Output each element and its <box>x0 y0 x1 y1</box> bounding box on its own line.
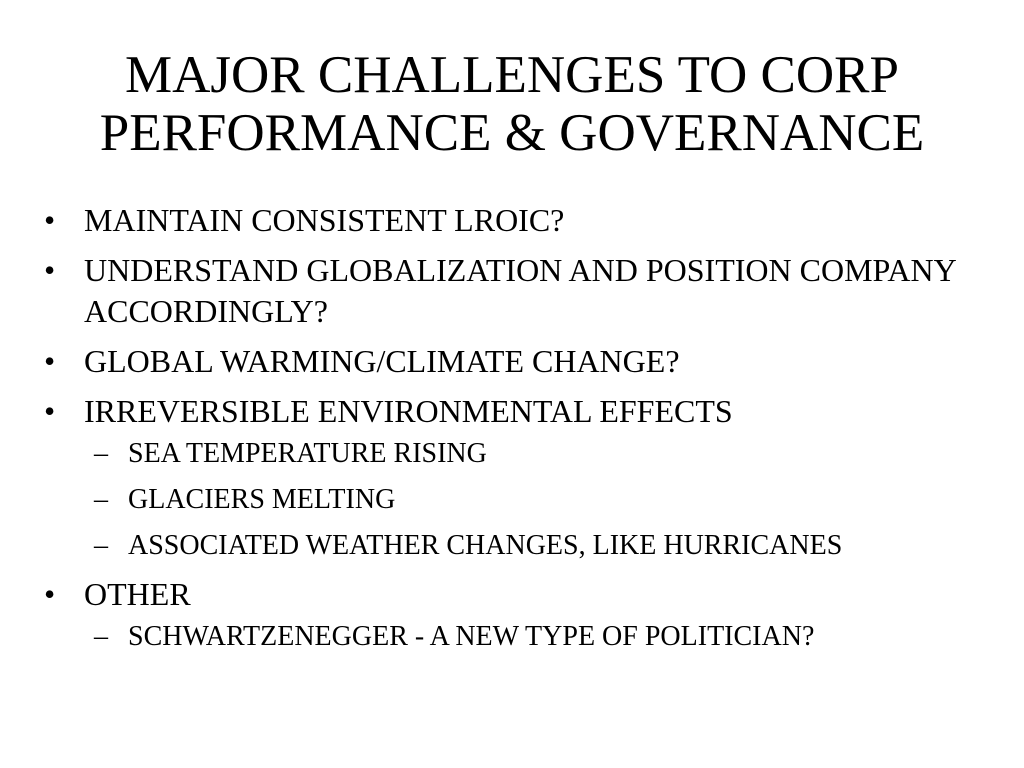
dash-icon: – <box>94 530 108 561</box>
sub-bullet-list <box>84 436 994 564</box>
slide-title-line-2: PERFORMANCE & GOVERNANCE <box>99 104 925 162</box>
sub-bullet-item-politician <box>44 619 994 655</box>
bullet-text: MAINTAIN CONSISTENT LROIC? <box>84 202 565 238</box>
bullet-icon: • <box>44 393 56 429</box>
bullet-item-globalization <box>44 250 994 332</box>
bullet-icon: • <box>44 343 56 379</box>
sub-bullet-list <box>84 619 994 655</box>
sub-bullet-item-weather-changes <box>44 528 994 564</box>
sub-bullet-text: GLACIERS MELTING <box>128 484 396 515</box>
sub-bullet-item-glaciers <box>44 482 994 518</box>
sub-bullet-text: SCHWARTZENEGGER - A NEW TYPE OF POLITICIAN? <box>128 621 815 652</box>
dash-icon: – <box>94 438 108 469</box>
slide-title <box>10 46 1014 162</box>
bullet-text: IRREVERSIBLE ENVIRONMENTAL EFFECTS <box>84 393 733 429</box>
sub-bullet-text: ASSOCIATED WEATHER CHANGES, LIKE HURRICANES <box>128 530 843 561</box>
bullet-list <box>44 200 994 665</box>
bullet-icon: • <box>44 202 56 238</box>
dash-icon: – <box>94 484 108 515</box>
bullet-text: OTHER <box>84 576 191 612</box>
bullet-item-other <box>44 574 994 655</box>
bullet-item-environmental-effects <box>44 391 994 564</box>
bullet-text: UNDERSTAND GLOBALIZATION AND POSITION COMPANY ACCORDINGLY? <box>84 252 956 329</box>
bullet-item-global-warming <box>44 341 994 382</box>
sub-bullet-text: SEA TEMPERATURE RISING <box>128 438 487 469</box>
bullet-item-lroic <box>44 200 994 241</box>
slide-title-line-1: MAJOR CHALLENGES TO CORP <box>124 46 899 104</box>
bullet-icon: • <box>44 576 56 612</box>
bullet-text: GLOBAL WARMING/CLIMATE CHANGE? <box>84 343 680 379</box>
bullet-icon: • <box>44 252 56 288</box>
dash-icon: – <box>94 621 108 652</box>
sub-bullet-item-sea-temperature <box>44 436 994 472</box>
